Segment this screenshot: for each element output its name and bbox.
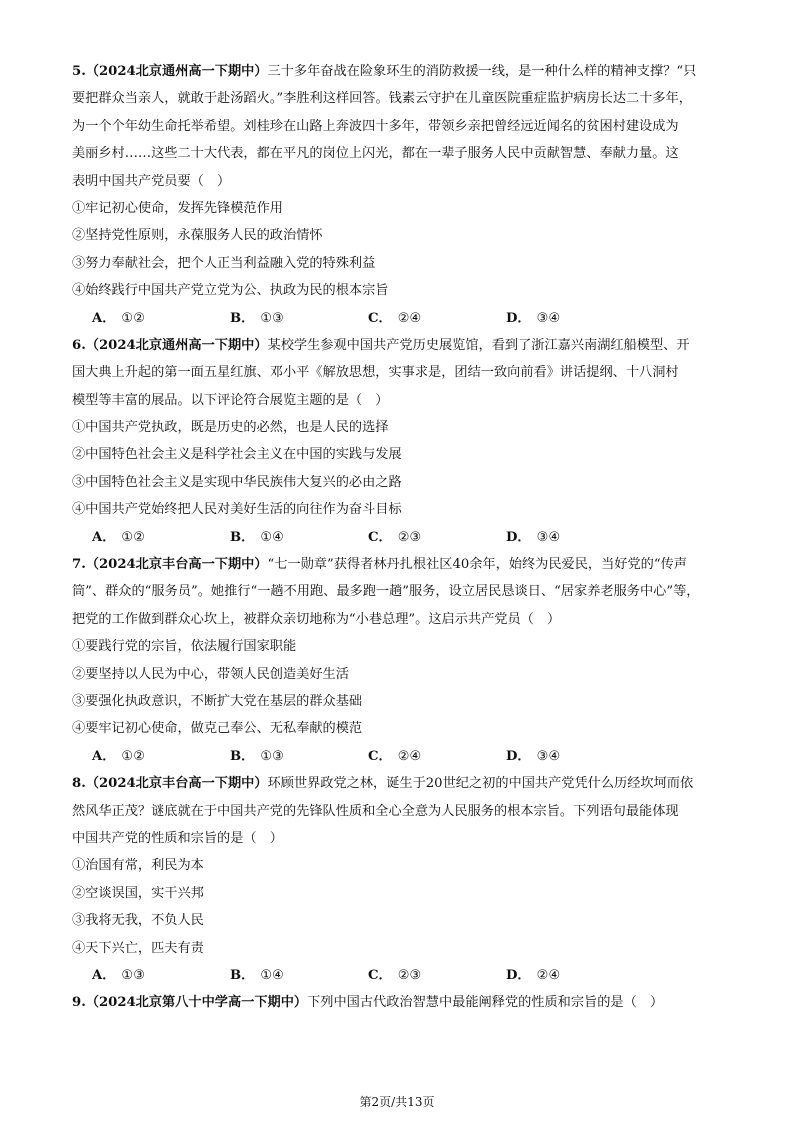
answer-option bbox=[368, 524, 506, 551]
question-5 bbox=[72, 58, 732, 332]
stem-text: 要把群众当亲人，就敢于赴汤蹈火。”李胜利这样回答。钱素云守护在儿童医院重症监护病房长达二十多年， bbox=[72, 91, 692, 107]
statement-item: ①牢记初心使命，发挥先锋模范作用 bbox=[72, 200, 283, 216]
answer-option bbox=[368, 962, 506, 989]
question-stem-line bbox=[72, 825, 732, 852]
question-number-dot: . bbox=[81, 557, 86, 573]
question-stem-line bbox=[72, 606, 732, 633]
question-number: 7 bbox=[72, 557, 82, 573]
option-text: ③④ bbox=[536, 310, 561, 326]
stem-text: 某校学生参观中国共产党历史展览馆，看到了浙江嘉兴南湖红船模型、开 bbox=[267, 337, 690, 353]
question-8 bbox=[72, 770, 732, 989]
statement-item: ②空谈误国，实干兴邦 bbox=[72, 885, 204, 901]
option-text: ①③ bbox=[260, 310, 284, 326]
answer-option bbox=[92, 962, 230, 989]
question-number-dot: . bbox=[81, 337, 86, 353]
option-letter: A． bbox=[92, 529, 116, 545]
answer-option bbox=[230, 524, 368, 551]
question-stem-line bbox=[72, 387, 732, 414]
stem-text: “七一勋章”获得者林丹扎根社区40余年，始终为民爱民，当好党的“传声 bbox=[267, 557, 687, 573]
option-letter: D． bbox=[506, 967, 531, 983]
answer-option bbox=[506, 962, 644, 989]
statement-item: ③要强化执政意识，不断扩大党在基层的群众基础 bbox=[72, 693, 363, 709]
option-letter: A． bbox=[92, 967, 116, 983]
question-source: （2024北京通州高一下期中） bbox=[85, 337, 268, 353]
answer-option bbox=[506, 743, 644, 770]
question-stem-line bbox=[72, 578, 732, 605]
question-number: 6 bbox=[72, 337, 82, 353]
question-source: （2024北京通州高一下期中） bbox=[85, 64, 268, 79]
statement-item: ①要践行党的宗旨，依法履行国家职能 bbox=[72, 639, 297, 655]
option-letter: A． bbox=[92, 310, 116, 326]
question-stem-line bbox=[72, 798, 732, 825]
question-stem-first-line bbox=[72, 989, 732, 1016]
question-number: 8 bbox=[72, 776, 82, 792]
option-text: ②③ bbox=[397, 529, 422, 545]
answer-option bbox=[230, 305, 368, 332]
statement-item: ④中国共产党始终把人民对美好生活的向往作为奋斗目标 bbox=[72, 502, 402, 518]
option-letter: A． bbox=[92, 748, 116, 764]
statement-item: ③我将无我，不负人民 bbox=[72, 913, 204, 929]
statement-item: ③中国特色社会主义是实现中华民族伟大复兴的必由之路 bbox=[72, 474, 402, 490]
statement-item: ②中国特色社会主义是科学社会主义在中国的实践与发展 bbox=[72, 447, 402, 463]
question-stem-first-line bbox=[72, 551, 732, 578]
question-6 bbox=[72, 332, 732, 551]
question-stem-line bbox=[72, 85, 732, 112]
stem-text: 模型等丰富的展品。以下评论符合展览主题的是（ ） bbox=[72, 392, 389, 408]
statement-item: ②坚持党性原则，永葆服务人民的政治情怀 bbox=[72, 228, 323, 244]
question-9 bbox=[72, 989, 732, 1016]
option-letter: C． bbox=[368, 967, 392, 983]
option-letter: C． bbox=[368, 310, 392, 326]
question-source: （2024北京第八十中学高一下期中） bbox=[85, 995, 308, 1011]
option-text: ②③ bbox=[397, 967, 422, 983]
answer-option bbox=[368, 305, 506, 332]
stem-text: 表明中国共产党员要（ ） bbox=[72, 173, 231, 189]
option-letter: D． bbox=[506, 529, 531, 545]
option-text: ②④ bbox=[536, 967, 561, 983]
stem-text: 中国共产党的性质和宗旨的是（ ） bbox=[72, 830, 283, 846]
answer-options bbox=[72, 743, 732, 770]
question-stem-line bbox=[72, 168, 732, 195]
option-text: ①② bbox=[121, 748, 146, 764]
option-text: ③④ bbox=[536, 748, 561, 764]
stem-text: 下列中国古代政治智慧中最能阐释党的性质和宗旨的是（ ） bbox=[307, 995, 664, 1011]
answer-options bbox=[72, 305, 732, 332]
option-letter: B． bbox=[230, 310, 255, 326]
question-source: （2024北京丰台高一下期中） bbox=[85, 557, 268, 573]
option-text: ②④ bbox=[397, 310, 422, 326]
option-letter: C． bbox=[368, 748, 392, 764]
statement-item: ④始终践行中国共产党立党为公、执政为民的根本宗旨 bbox=[72, 283, 389, 299]
stem-text: 为一个个年幼生命托举希望。刘桂珍在山路上奔波四十多年，带领乡亲把曾经远近闻名的贫困村建设成为 bbox=[72, 118, 679, 134]
stem-text: 美丽乡村……这些二十大代表，都在平凡的岗位上闪光，都在一辈子服务人民中贡献智慧、奉献力量。这 bbox=[72, 146, 679, 162]
answer-option bbox=[506, 524, 644, 551]
answer-option bbox=[92, 524, 230, 551]
option-text: ③④ bbox=[536, 529, 561, 545]
option-text: ①② bbox=[121, 310, 146, 326]
statement-item: ③努力奉献社会，把个人正当利益融入党的特殊利益 bbox=[72, 255, 376, 271]
page-footer: 第2页/共13页 bbox=[359, 1095, 435, 1109]
option-letter: C． bbox=[368, 529, 392, 545]
question-stem-first-line bbox=[72, 58, 732, 85]
question-stem-first-line bbox=[72, 770, 732, 797]
option-text: ①④ bbox=[260, 529, 284, 545]
stem-text: 国大典上升起的第一面五星红旗、邓小平《解放思想，实事求是，团结一致向前看》讲话提纲、十八洞村 bbox=[72, 365, 679, 381]
question-stem-line bbox=[72, 140, 732, 167]
answer-option bbox=[230, 743, 368, 770]
option-letter: B． bbox=[230, 748, 255, 764]
option-text: ①② bbox=[121, 529, 146, 545]
statement-item: ②要坚持以人民为中心，带领人民创造美好生活 bbox=[72, 666, 349, 682]
question-number-dot: . bbox=[81, 64, 86, 79]
statement-item: ④要牢记初心使命，做克己奉公、无私奉献的模范 bbox=[72, 721, 363, 737]
question-source: （2024北京丰台高一下期中） bbox=[85, 776, 268, 792]
question-number-dot: . bbox=[81, 995, 86, 1011]
option-letter: D． bbox=[506, 310, 531, 326]
option-text: ①③ bbox=[121, 967, 146, 983]
option-text: ①③ bbox=[260, 748, 284, 764]
question-stem-line bbox=[72, 113, 732, 140]
statement-item: ④天下兴亡，匹夫有责 bbox=[72, 940, 204, 956]
stem-text: 环顾世界政党之林，诞生于20世纪之初的中国共产党凭什么历经坎坷而依 bbox=[267, 776, 694, 792]
option-letter: D． bbox=[506, 748, 531, 764]
stem-text: 三十多年奋战在险象环生的消防救援一线，是一种什么样的精神支撑？“只 bbox=[267, 64, 697, 79]
question-list bbox=[72, 58, 732, 1017]
statement-item: ①治国有常，利民为本 bbox=[72, 858, 204, 874]
option-letter: B． bbox=[230, 529, 255, 545]
option-text: ②④ bbox=[397, 748, 422, 764]
question-7 bbox=[72, 551, 732, 770]
answer-options bbox=[72, 962, 732, 989]
statement-item: ①中国共产党执政，既是历史的必然，也是人民的选择 bbox=[72, 420, 389, 436]
question-number: 5 bbox=[72, 64, 82, 79]
answer-option bbox=[92, 305, 230, 332]
answer-option bbox=[368, 743, 506, 770]
option-text: ①④ bbox=[260, 967, 284, 983]
question-stem-first-line bbox=[72, 332, 732, 359]
answer-options bbox=[72, 524, 732, 551]
question-stem-line bbox=[72, 359, 732, 386]
option-letter: B． bbox=[230, 967, 255, 983]
stem-text: 把党的工作做到群众心坎上，被群众亲切地称为“小巷总理”。这启示共产党员（ ） bbox=[72, 611, 561, 627]
answer-option bbox=[506, 305, 644, 332]
question-number: 9 bbox=[72, 995, 82, 1011]
stem-text: 筒”、群众的“服务员”。她推行“一趟不用跑、最多跑一趟”服务，设立居民恳谈日、“居家养老服务中心”等， bbox=[72, 584, 700, 600]
answer-option bbox=[92, 743, 230, 770]
question-number-dot: . bbox=[81, 776, 86, 792]
answer-option bbox=[230, 962, 368, 989]
stem-text: 然风华正茂？谜底就在于中国共产党的先锋队性质和全心全意为人民服务的根本宗旨。下列语句最能体现 bbox=[72, 803, 679, 819]
